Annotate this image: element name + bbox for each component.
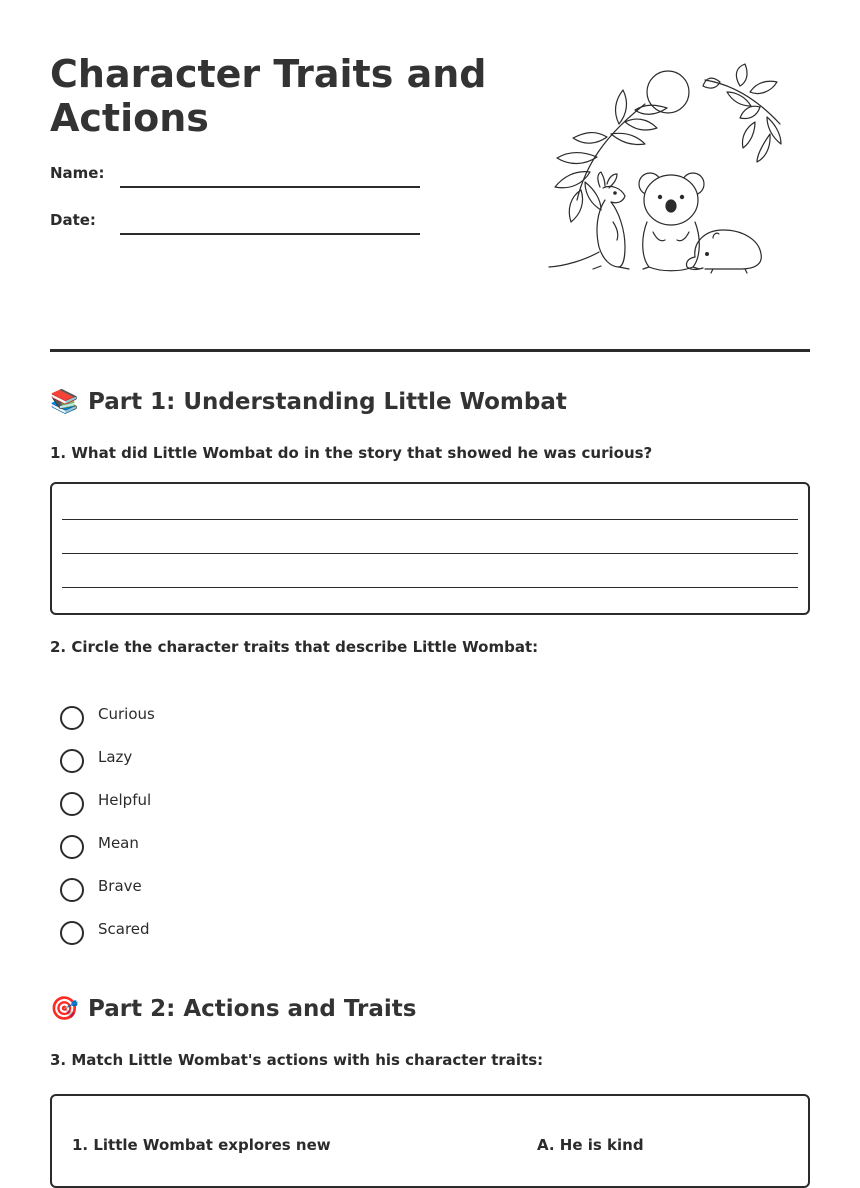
circle-icon[interactable]	[60, 749, 84, 773]
kangaroo-icon	[549, 172, 629, 269]
page-title: Character Traits and Actions	[50, 52, 487, 140]
worksheet-header	[50, 50, 810, 290]
books-icon: 📚	[50, 389, 79, 415]
animal-illustration	[545, 62, 790, 277]
part2-heading	[50, 994, 416, 1024]
trait-label: Helpful	[98, 791, 152, 809]
question-3: 3. Match Little Wombat's actions with his character traits:	[50, 1051, 544, 1069]
trait-label: Brave	[98, 877, 142, 895]
matching-box	[50, 1094, 810, 1188]
question-1: 1. What did Little Wombat do in the story that showed he was curious?	[50, 444, 653, 462]
answer-line[interactable]	[62, 553, 798, 554]
date-label: Date:	[50, 211, 96, 229]
action-item-1[interactable]: 1. Little Wombat explores new	[72, 1136, 331, 1154]
trait-label: Lazy	[98, 748, 133, 766]
trait-label: Curious	[98, 705, 155, 723]
part1-heading-text: Part 1: Understanding Little Wombat	[88, 389, 567, 415]
circle-icon[interactable]	[60, 878, 84, 902]
sun-icon	[647, 71, 689, 113]
question-2: 2. Circle the character traits that describe Little Wombat:	[50, 638, 539, 656]
trait-item-a[interactable]: A. He is kind	[537, 1136, 644, 1154]
circle-icon[interactable]	[60, 706, 84, 730]
part1-heading	[50, 387, 567, 417]
header-divider	[50, 349, 810, 352]
answer-line[interactable]	[62, 519, 798, 520]
wombat-icon	[686, 230, 761, 273]
circle-icon[interactable]	[60, 921, 84, 945]
koala-icon	[639, 173, 704, 271]
name-field[interactable]	[120, 186, 420, 188]
target-icon: 🎯	[50, 996, 79, 1022]
name-label: Name:	[50, 164, 105, 182]
part2-heading-text: Part 2: Actions and Traits	[88, 996, 417, 1022]
trait-label: Mean	[98, 834, 139, 852]
circle-icon[interactable]	[60, 792, 84, 816]
circle-icon[interactable]	[60, 835, 84, 859]
date-field[interactable]	[120, 233, 420, 235]
trait-label: Scared	[98, 920, 150, 938]
answer-line[interactable]	[62, 587, 798, 588]
right-branch-icon	[703, 64, 781, 162]
answer-box-q1[interactable]	[50, 482, 810, 615]
